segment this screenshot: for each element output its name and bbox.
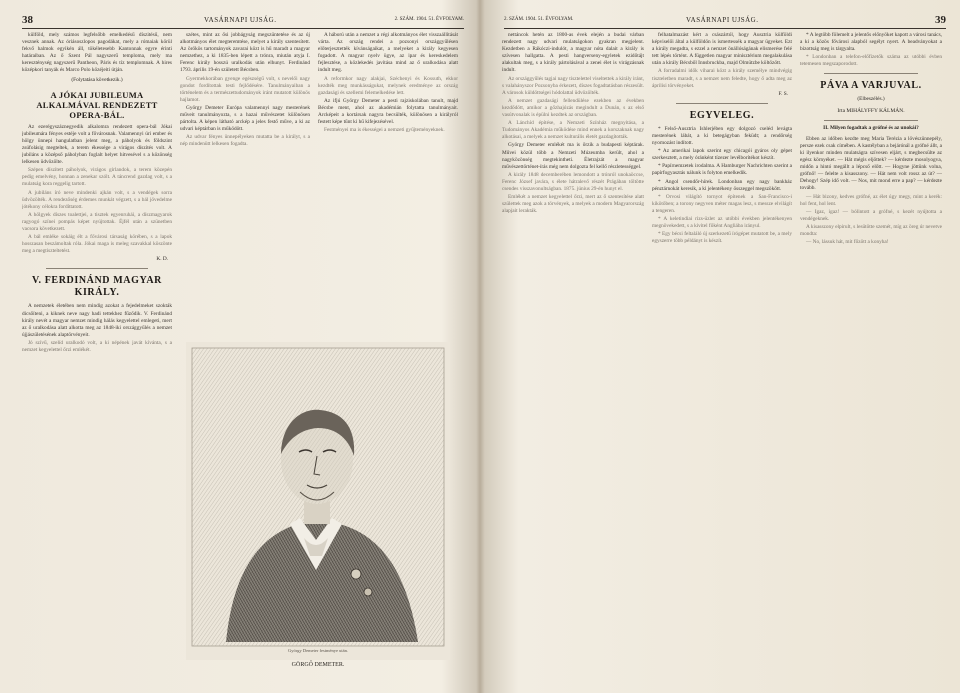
article-body: szétes, mint az ősi jobbágyság megszüntetése és az új alkotmányos élet megteremtése, melyet a király szentesített. Az örökös tartományok zavarai közt is hű maradt a magyar nemzethez, a ki 1835-ben lépett a trónra, miután atyja I. Ferenc király hosszú uralkodás után elhunyt. Ferdinánd 1793. április 19-én született Bécsben. (180, 32, 310, 74)
article-body-filler: Szépen díszített páholyok, virágos girlandok, a terem közepén pedig emelvény, honnan a zenekar szólt. A táncrend gazdag volt, s a mulatság kora reggelig tartott. (22, 167, 172, 188)
story-body-filler: — Igaz, igaz! — bólintott a grófné, s kezét nyújtotta a vendégeknek. (800, 208, 942, 222)
issue-date: 2. SZÁM. 1904. 51. ÉVFOLYAM. (394, 17, 464, 22)
article-title: V. FERDINÁND MAGYAR KIRÁLY. (31, 275, 163, 299)
story-byline: Irta MIHÁLYFFY KÁLMÁN. (837, 107, 905, 114)
article-body-filler: A reformkor nagy alakjai, Széchenyi és Kossuth, ekkor kezdték meg munkásságukat, melynek eredménye az ország gazdasági és szellemi felemelkedése lett. (318, 75, 458, 96)
article-body-filler: A forradalmi idők viharai közt a király személye mindvégig tiszteletben maradt, s a nemzet nem feledte, hogy ő adta meg az áprilisi törvényeket. (652, 68, 792, 89)
right-column-1 (502, 32, 644, 685)
section-separator (824, 73, 918, 74)
article-body-filler: Festményei ma is ékességei a nemzeti gyűjteményeknek. (324, 127, 445, 134)
section-title: EGYVELEG. (689, 109, 755, 121)
portrait-illustration (186, 342, 450, 660)
story-genre: (Elbeszélés.) (857, 96, 885, 103)
article-body: György Demeter Európa valamennyi nagy mesterének műveit tanulmányozta, s a hazai művészetet különösen pártolta. A képen látható arckép a jeles festő műve, a ki az udvari képtárban is működött. (180, 104, 310, 133)
article-body: Az ifjú György Demeter a pesti rajziskolában tanult, majd Bécsbe ment, ahol az akadémián folytatta tanulmányait. Arcképeit a kortársak nagyra becsülték, különösen a királyról festett képe tűnt ki hű kifejezésével. (318, 97, 458, 126)
article-body-filler: Gyermekkorában gyenge egészségű volt, s nevelői nagy gondot fordítottak testi fejlődésére. Tanulmányaiban a történelem és a természettudományok iránt mutatott különös hajlamot. (180, 75, 310, 103)
portrait-engraving (186, 342, 450, 660)
header-rule (504, 28, 946, 29)
miscellany-item: * Angol csendőr-hírek. Londonban egy nagy bankház pénztárnokát keresik, a ki jelentékeny összeggel megszökött. (652, 178, 792, 192)
portrait-artist-credit: György Demeter festménye után. (288, 648, 348, 653)
article-body-filler: A király 1848 decemberében lemondott a trónról unokaöccse, Ferenc József javára, s élete hátralevő részét Prágában töltötte csendes visszavonultságban. 1875. június 29-én hunyt el. (502, 171, 644, 192)
miscellany-item: * Az amerikai lapok szerint egy chicagói gyáros oly gépet szerkesztett, a mely óránként tízezer levélborítékot készít. (652, 148, 792, 162)
article-body: Az ezerégyszáznegyedik alkalomra rendezett opera-bál Jókai jubileumára fényes estéje volt a fővárosnak. Valamennyi úri ember és hölgy ünnepi hangulatban jelent meg, a páholyok és földszint zsúfolásig megteltek, a terem ékessége a virágos díszítés volt. A jubiláns a középső páholyban foglalt helyet hitvesével s a közönség lelkesen üdvözölte. (22, 123, 172, 166)
byline-separator (824, 120, 918, 121)
masthead: VASÁRNAPI UJSÁG. (204, 16, 277, 24)
article-body-filler: A bál emléke sokáig élt a fővárosi társaság körében, s a lapok hosszasan beszámoltak róla. Jókai maga is meleg szavakkal köszönte meg a megtiszteltetést. (22, 234, 172, 255)
article-body-filler: A nemzet gazdasági fellendülése ezekben az években kezdődött, amikor a gőzhajózás megindult a Dunán, s az első vasútvonalak is épülni kezdtek az országban. (502, 97, 644, 119)
miscellany-item: * Felső-Ausztria Ishlerjében egy dolgozó cseléd levágta mesterének lábát, a ki betegágyban feküdt; a rendőrség nyomozást indított. (652, 125, 792, 147)
story-body-filler: — No, lássuk hát, mit főzött a konyha! (806, 239, 889, 246)
miscellany-item: * A legtöbb fölemelt a jelentős előnyöket kapott a városi tanács, a ki a közös fővárosi alapból segélyt nyert. A beadványokat a bizottság meg is tárgyalta. (800, 32, 942, 53)
story-body-filler: A kisasszony elpirult, s lesütötte szemét, míg az öreg úr nevetve mondta: (800, 223, 942, 237)
miscellany-filler: * A keletindiai rizs-üzlet az utóbbi években jelentékenyen megnövekedett, s a kivitel főként Angliába irányul. (652, 215, 792, 230)
left-page-header (22, 14, 464, 28)
page-number: 39 (935, 14, 946, 26)
right-column-2 (652, 32, 792, 685)
article-title: A JÓKAI JUBILEUMA ALKALMÁVAL RENDEZETT OPERA-BÁL. (36, 89, 158, 120)
miscellany-filler: * Orvosi világító tornyot építenek a San-Francisco-i kikötőben; a torony negyven méter magas lesz, s messze elvilágít a tengeren. (652, 193, 792, 214)
article-body: A nemzetek életében nem mindig azokat a fejedelmeket szokták dicsőíteni, a kiknek neve nagy hadi tettekhez fűződik. V. Ferdinánd király nevét a magyar nemzet mindig hálás kegyelettel emlegeti, mert az ő uralkodása alatt alkotta meg az 1848-iki országgyűlés a nemzet újjászületésének alaptörvényeit. (22, 303, 172, 338)
left-column-1 (22, 32, 172, 685)
page-number: 38 (22, 14, 33, 26)
article-body-filler: Jó szívű, szelíd uralkodó volt, a ki népének javát kívánta, s a nemzet kegyelettel őrzi emlékét. (22, 339, 172, 353)
story-body-filler: — Hát bizony, kedves grófné, az élet úgy megy, mint a kerék: hol fent, hol lent. (800, 193, 942, 207)
right-page-header (504, 14, 946, 28)
left-page (0, 0, 478, 693)
article-fragment: külföld, mely számos legfelsőbb emelkedésű díszitésű, nem vesznek annak. Az óriásoszlopos pagodákat, mely a rómaiak körül fekvő halmok egyikén áll, tökéletesebb Kantonnak egyre érinti határaiban. Az ő Szent Pál nagyszerű temploma, mely ma kereszténység nagyszerű Pantheon, Páris és tíz templomnak. A hires középkori tanyák és Marco Polo közéjeiti útján. (22, 32, 172, 74)
right-page (482, 0, 960, 693)
article-body-filler: Emlékét a nemzet kegyelettel őrzi, mert az ő szentesítése alatt születtek meg azok a törvények, a melyek a modern Magyarország alapjait lerakták. (502, 194, 644, 215)
section-separator (676, 103, 768, 104)
left-column-3 (318, 32, 458, 333)
article-body: A háború után a nemzet a régi alkotmányos élet visszaállítását várta. Az ország rendei a pozsonyi országgyűlésen előterjesztették kívánságaikat, a melyeket a király kegyesen fogadott. A magyar nyelv ügye, az ipar és kereskedelem fejlesztése, a közlekedés javítása mind az ő uralkodása alatt indult meg. (318, 32, 458, 74)
right-column-3 (800, 32, 942, 685)
story-title: PÁVA A VARJUVAL. (820, 80, 922, 92)
portrait-caption: GÖRGŐ DEMETER. (291, 662, 345, 668)
article-body-filler: Az országgyűlés tagjai nagy tisztelettel viseltettek a király iránt, s valahányszor Pozsonyba érkezett, díszes fogadtatásban részesült. A városok küldöttségei hódolattal üdvözölték. (502, 75, 644, 96)
article-signature: F. S. (778, 90, 788, 97)
story-body: Ebben az időben kezdte meg Maria Terézia a lövészünnepély, persze ezek csak címében. A kastélyban a bejárónál a grófné állt, a ki ilyenkor minden mulatságra szívesen eljárt, s megbecsülte az egész környéket. — Hát mégis eljöttek? — kérdezte mosolyogva, midőn a hintó megállt a lépcső előtt. — Hogyne jöttünk volna, grófnő! — felelte a kisasszony. — Hát nem volt rossz az út? — Dehogy! Szép idő volt. — Nos, mit mond erre a pap? — kérdezte tovább. (800, 135, 942, 192)
chapter-heading: II. Milyen fogadtak a grófné és az unokái? (823, 124, 919, 131)
article-body: György Demeter emlékét ma is őrzik a budapesti képtárak. Művei közül több a Nemzeti Múzeumba került, ahol a nagyközönség megtekintheti. Életrajzát a magyar művészettörténet-írás még nem dolgozta fel kellő részletességgel. (502, 142, 644, 170)
article-body: nettáncok hetén az 1800-as évek elején a budai várban rendezett nagy udvari mulatságokon gyakran megjelent. Kezdetben a Rákóczi-indulót, a magyar nóta dalait a király is szívesen hallgatta. A pesti hangverseny-egyletek ezidőtájt alakultak meg, s a király pártolásával a zenei élet is virágzásnak indult. (502, 32, 644, 74)
left-column-2 (180, 32, 310, 333)
miscellany-filler: * Egy bécsi feltaláló új szerkezetű írógépet mutatott be, a mely egyszerre több példányt is készít. (652, 231, 792, 245)
article-body-filler: A jubiláns író neve mindenki ajkán volt, s a vendégek sorra üdvözölték. A rendezőség érdemes munkát végzett, s a bál jövedelme jótékony célokra fordíttatott. (22, 189, 172, 210)
article-body: felhatalmazást kért a császártól, hogy Ausztria külföldi képviselői által a külföldön is ismertessék a magyar ügyeket. Ezt a király megadta, s ezzel a nemzet önállóságának elismerése felé tett lépés történt. A független magyar minisztérium megalakulása után a király Bécsből Innsbruckba, majd Olmützbe költözött. (652, 32, 792, 67)
miscellany-item: * Papírnemzetek irodalma. A Hamburger Nachrichten szerint a papírfogyasztás nálunk is folyton emelkedik. (652, 163, 792, 177)
article-separator (46, 268, 148, 269)
article-signature: K. D. (156, 256, 168, 263)
article-body-filler: Az udvar fényes ünnepélyeken mutatta be a királyt, s a nép mindenütt lelkesen fogadta. (180, 134, 310, 148)
issue-date: 2. SZÁM. 1904. 51. ÉVFOLYAM. (504, 17, 574, 22)
article-body-filler: A hölgyek díszes toalettjei, a tisztek egyenruhái, a díszmagyarok ragyogó színei pompás képet nyújtottak. Éjfél után a szünetben vacsora következett. (22, 211, 172, 232)
masthead: VASÁRNAPI UJSÁG. (686, 16, 759, 24)
article-body-filler: A Lánchíd építése, a Nemzeti Színház megnyitása, a Tudományos Akadémia működése mind ennek a korszaknak nagy alkotásai, a melyek a nemzet kulturális életét gazdagították. (502, 120, 644, 141)
continued-note: (Folytatása következik.) (71, 76, 123, 83)
miscellany-filler: * Londonban a telefon-előfizetők száma az utóbbi évben tetemesen megszaporodott. (800, 54, 942, 68)
header-rule (22, 28, 464, 29)
